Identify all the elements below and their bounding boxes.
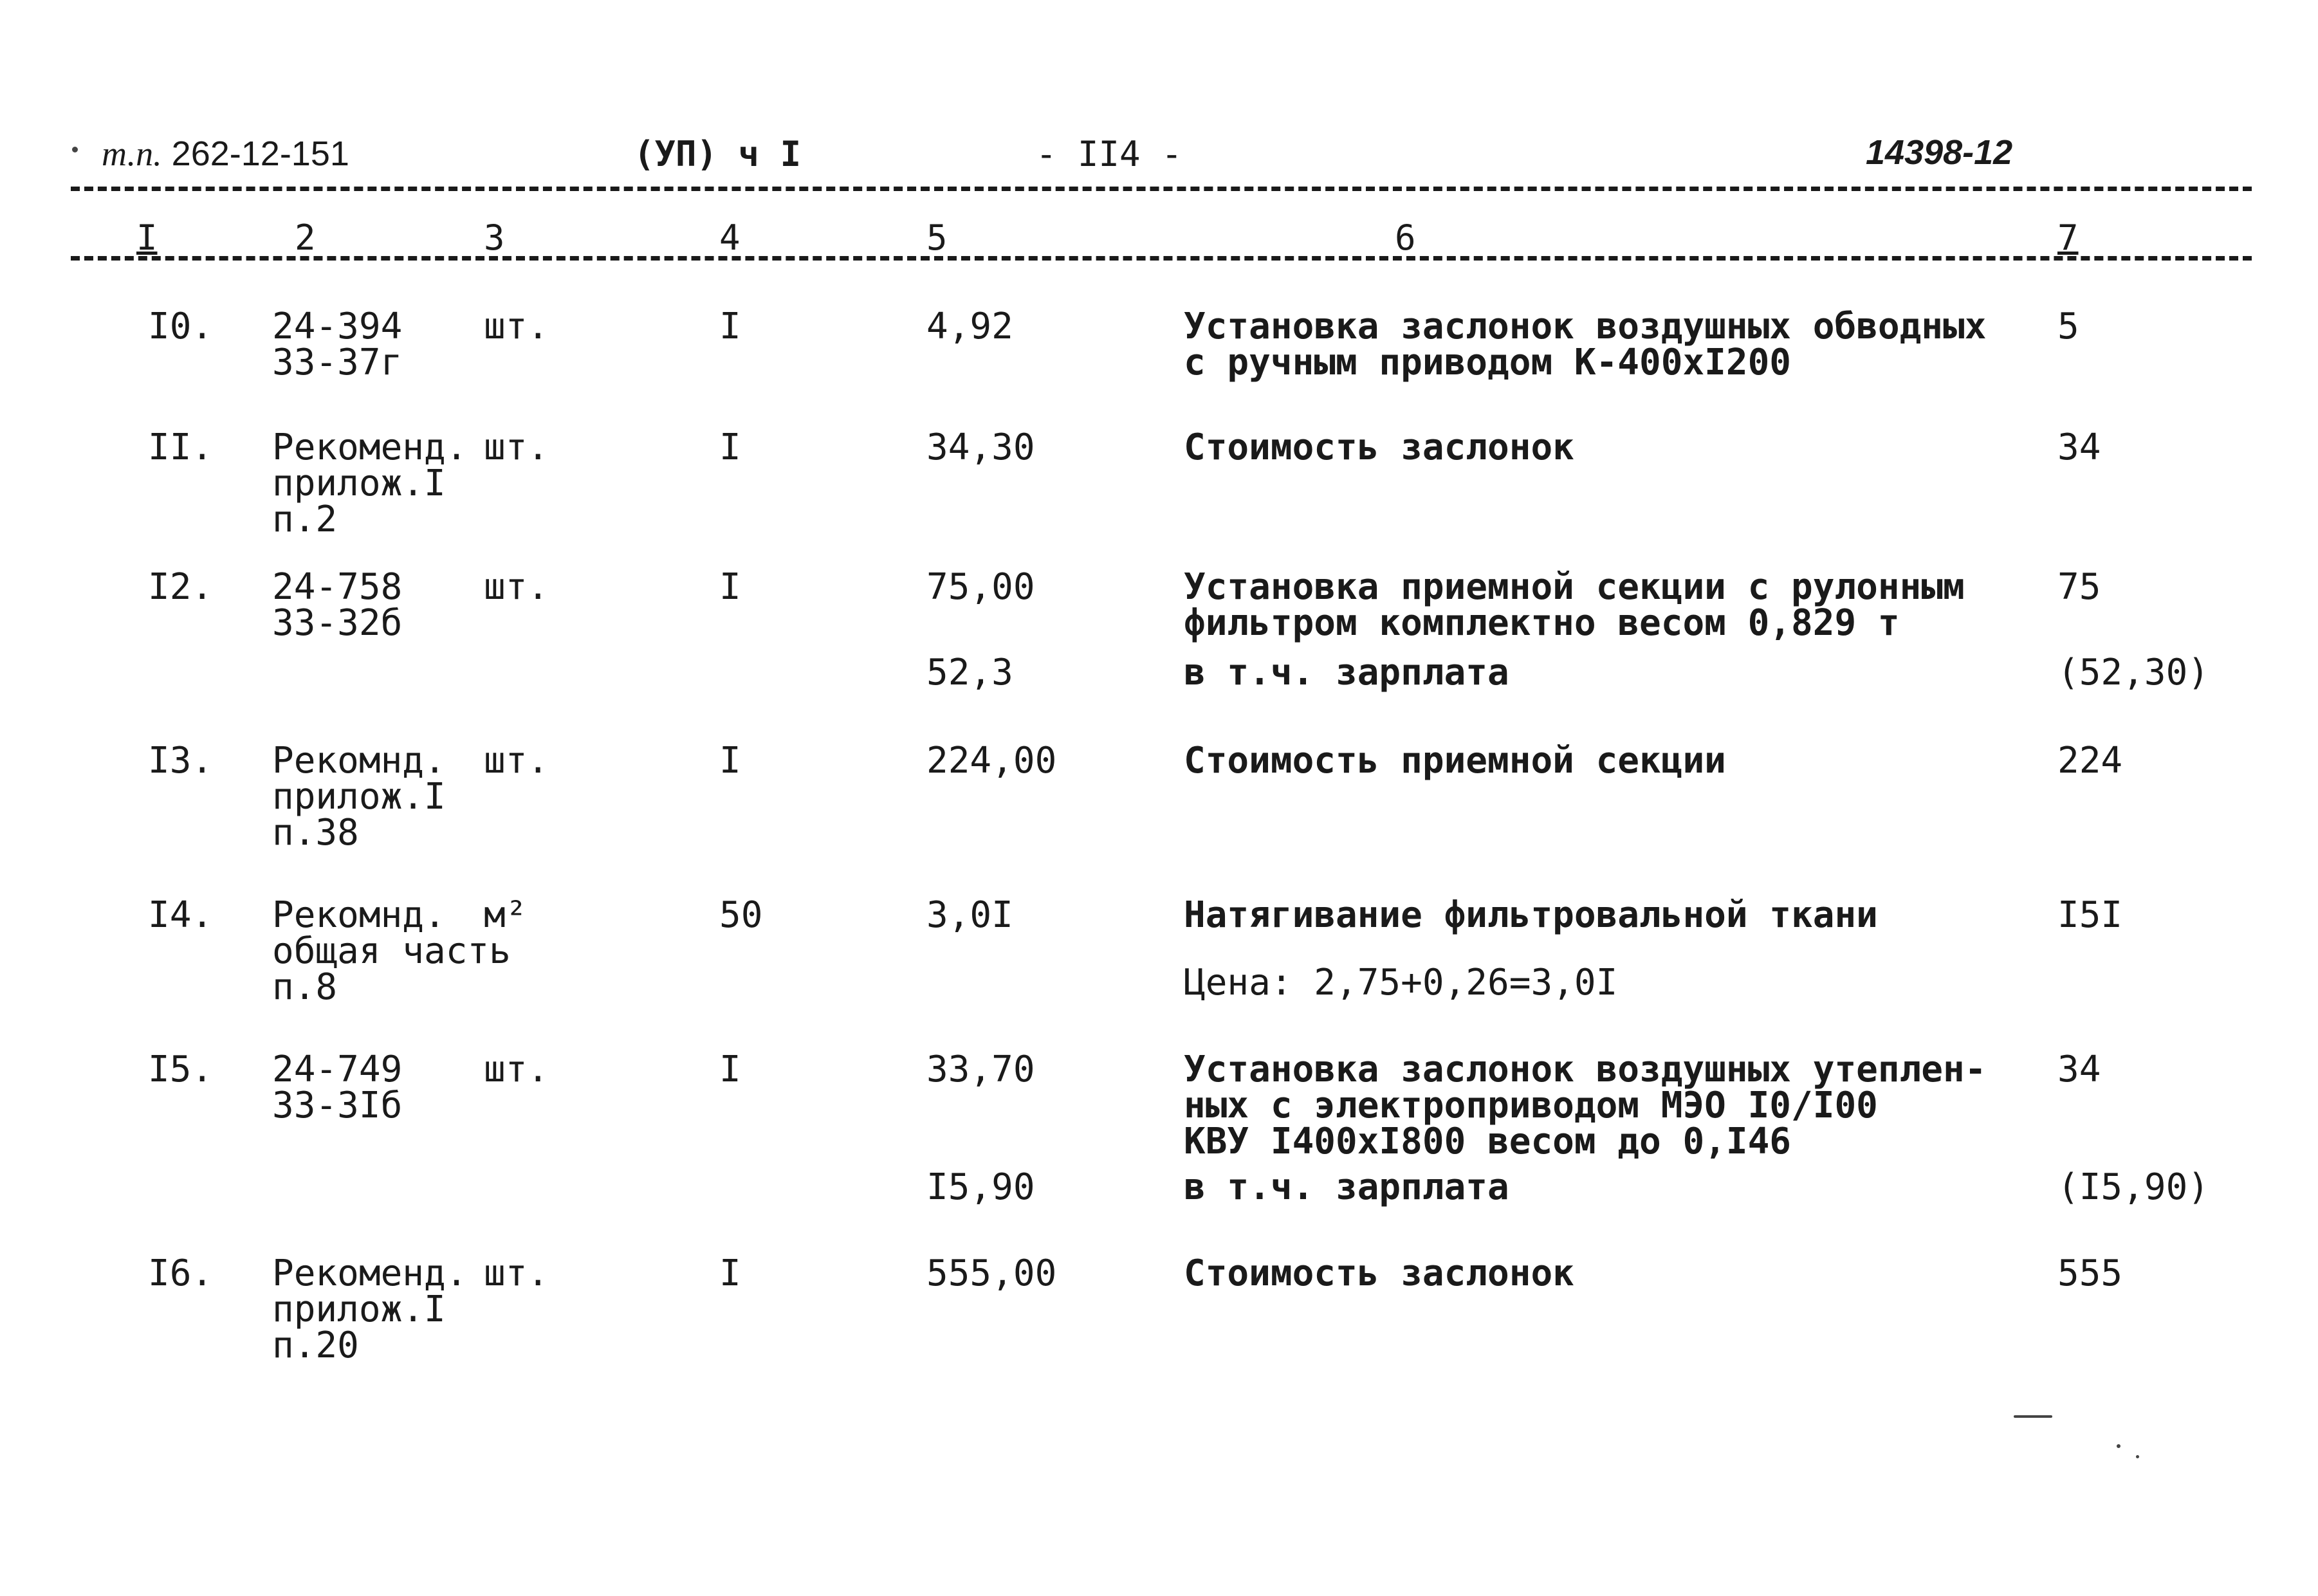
rate-reference: 33-37г <box>272 342 403 383</box>
quantity: I <box>719 566 741 608</box>
unit-price: 75,00 <box>926 566 1035 608</box>
unit: шт. <box>484 1049 549 1090</box>
quantity: 50 <box>719 894 763 936</box>
wage-label: в т.ч. зарплата <box>1184 652 1509 693</box>
row-number: I6. <box>148 1252 214 1294</box>
price-calculation-note: Цена: 2,75+0,26=3,0I <box>1184 962 1618 1004</box>
scan-speck <box>2014 1415 2052 1418</box>
rate-reference: п.8 <box>272 966 338 1008</box>
page-number: - II4 - <box>1036 134 1182 174</box>
quantity: I <box>719 1252 741 1294</box>
total-cost: 34 <box>2057 427 2101 468</box>
column-header-6: 6 <box>1395 217 1416 258</box>
work-description: Стоимость приемной секции <box>1184 740 1726 782</box>
unit: м² <box>484 894 528 936</box>
work-description: Натягивание фильтровальной ткани <box>1184 894 1878 936</box>
total-cost: I5I <box>2057 894 2123 936</box>
row-number: II. <box>148 427 214 468</box>
unit-price: 4,92 <box>926 306 1013 347</box>
unit-price: 3,0I <box>926 894 1013 936</box>
header-divider <box>71 187 2252 191</box>
scan-speck <box>72 147 78 152</box>
rate-reference: Рекомнд. <box>272 740 446 782</box>
total-cost: 75 <box>2057 566 2101 608</box>
work-description: Установка заслонок воздушных обводных <box>1184 306 1987 347</box>
rate-reference: прилож.I <box>272 1289 446 1330</box>
scan-speck <box>2136 1455 2139 1458</box>
scan-speck <box>2117 1444 2120 1448</box>
rate-reference: 24-749 <box>272 1049 403 1090</box>
rate-reference: Рекомнд. <box>272 894 446 936</box>
work-description: Стоимость заслонок <box>1184 427 1574 468</box>
row-number: I0. <box>148 306 214 347</box>
rate-reference: п.20 <box>272 1325 359 1366</box>
unit: шт. <box>484 306 549 347</box>
work-description: Установка приемной секции с рулонным <box>1184 566 1965 608</box>
row-number: I5. <box>148 1049 214 1090</box>
rate-reference: п.2 <box>272 499 338 540</box>
unit-price: 34,30 <box>926 427 1035 468</box>
unit-price: 555,00 <box>926 1252 1057 1294</box>
row-number: I4. <box>148 894 214 936</box>
unit: шт. <box>484 427 549 468</box>
rate-reference: 33-32б <box>272 602 403 644</box>
rate-reference: прилож.I <box>272 463 446 504</box>
work-description: ных с электроприводом МЭО I0/I00 <box>1184 1085 1878 1126</box>
work-description: фильтром комплектно весом 0,829 т <box>1184 602 1900 644</box>
unit-price: 224,00 <box>926 740 1057 782</box>
unit: шт. <box>484 1252 549 1294</box>
total-cost: 5 <box>2057 306 2079 347</box>
document-part: (УП) ч I <box>634 134 802 174</box>
rate-reference: Рекоменд. <box>272 1252 468 1294</box>
column-header-4: 4 <box>719 217 740 258</box>
rate-reference: п.38 <box>272 812 359 854</box>
unit: шт. <box>484 566 549 608</box>
column-header-3: 3 <box>484 217 505 258</box>
wage-total: (I5,90) <box>2057 1166 2210 1208</box>
rate-reference: 24-394 <box>272 306 403 347</box>
work-description: Установка заслонок воздушных утеплен- <box>1184 1049 1987 1090</box>
unit: шт. <box>484 740 549 782</box>
document-code <box>102 134 349 174</box>
total-cost: 224 <box>2057 740 2123 782</box>
rate-reference: Рекоменд. <box>272 427 468 468</box>
rate-reference: прилож.I <box>272 776 446 818</box>
quantity: I <box>719 740 741 782</box>
rate-reference: 33-3Iб <box>272 1085 403 1126</box>
total-cost: 34 <box>2057 1049 2101 1090</box>
quantity: I <box>719 1049 741 1090</box>
column-header-7: 7 <box>2057 217 2079 258</box>
work-description: Стоимость заслонок <box>1184 1252 1574 1294</box>
rate-reference: общая часть <box>272 930 511 972</box>
total-cost: 555 <box>2057 1252 2123 1294</box>
work-description: КВУ I400хI800 весом до 0,I46 <box>1184 1121 1792 1162</box>
wage-total: (52,30) <box>2057 652 2210 693</box>
column-header-1: I <box>136 217 158 258</box>
quantity: I <box>719 427 741 468</box>
wage-price: I5,90 <box>926 1166 1035 1208</box>
unit-price: 33,70 <box>926 1049 1035 1090</box>
column-header-2: 2 <box>295 217 316 258</box>
rate-reference: 24-758 <box>272 566 403 608</box>
document-prefix: т.п. <box>102 134 162 173</box>
document-number: 262-12-151 <box>171 134 349 173</box>
row-number: I2. <box>148 566 214 608</box>
work-description: с ручным приводом К-400хI200 <box>1184 342 1792 383</box>
row-number: I3. <box>148 740 214 782</box>
wage-price: 52,3 <box>926 652 1013 693</box>
column-header-divider <box>71 256 2252 261</box>
column-header-5: 5 <box>926 217 948 258</box>
quantity: I <box>719 306 741 347</box>
inventory-number: 14398-12 <box>1866 133 2013 172</box>
wage-label: в т.ч. зарплата <box>1184 1166 1509 1208</box>
